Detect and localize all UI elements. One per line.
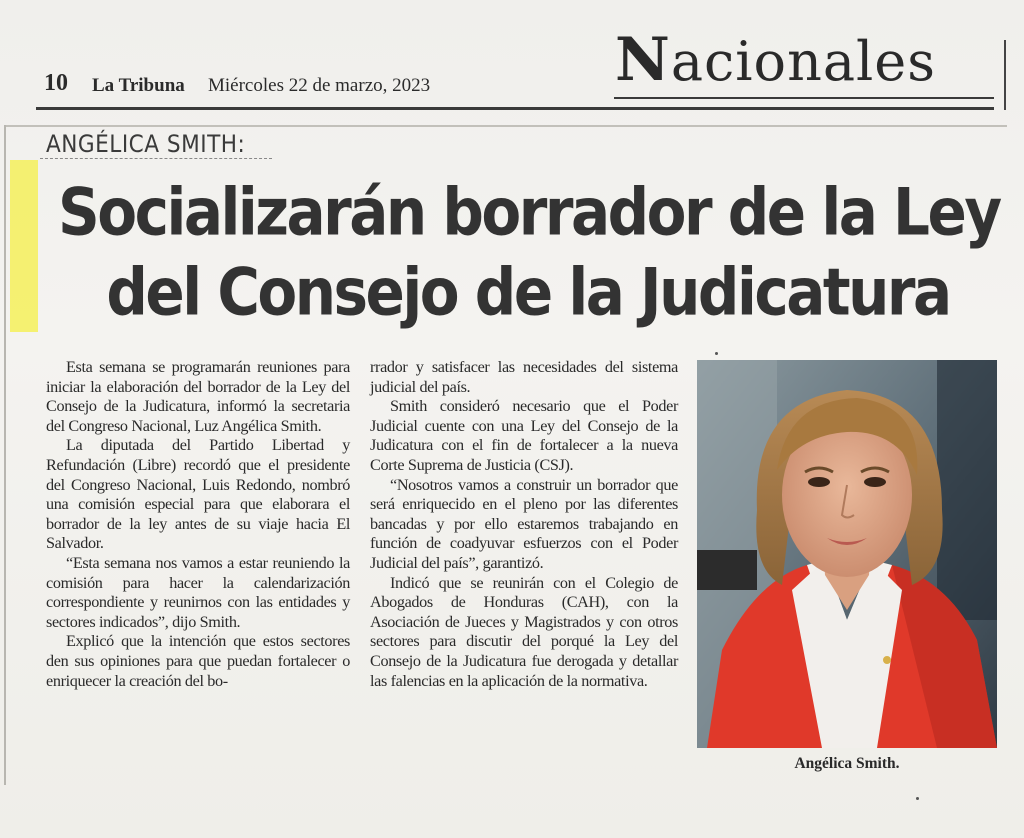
section-title-rest: acionales (670, 30, 936, 93)
article-column-1 (46, 358, 350, 691)
section-title-initial: N (615, 25, 671, 95)
paragraph: “Nosotros vamos a construir un borrador que será enriquecido en el pleno por las diferentes bancadas y por ello estaremos trabajando en función de coadyuvar esfuerzos con el Poder Judicial del país”, garantizó. (370, 475, 678, 572)
article-column-2 (370, 358, 678, 691)
paragraph: Indicó que se reunirán con el Colegio de Abogados de Honduras (CAH), con la Asociación de Jueces y Magistrados y con otros sectores para discutir del porqué la Ley del Consejo de la Judicatura fue derogada y detallar las falencias en la aplicación de la normativa. (370, 573, 678, 690)
header-rule (36, 107, 994, 110)
publication-date: Miércoles 22 de marzo, 2023 (208, 75, 431, 96)
publication-name: La Tribuna (92, 75, 185, 96)
paper-speck (916, 797, 919, 800)
clipping-top-edge (4, 125, 1007, 127)
paper-speck (715, 352, 718, 355)
article-kicker: ANGÉLICA SMITH: (46, 130, 246, 158)
portrait-photo (697, 360, 997, 748)
section-title-underline (614, 97, 994, 99)
paragraph: Esta semana se programarán reuniones para iniciar la elaboración del borrador de la Ley del Consejo de la Judicatura, informó la secretaria del Congreso Nacional, Luz Angélica Smith. (46, 358, 350, 435)
paragraph: “Esta semana nos vamos a estar reuniendo la comisión para hacer la calendarización correspondiente y reunirnos con las entidades y sectores indicados”, dijo Smith. (46, 553, 350, 631)
headline-line-1: Socializarán borrador de la Ley (58, 173, 1000, 251)
paragraph: La diputada del Partido Libertad y Refundación (Libre) recordó que el presidente del Congreso Nacional, Luis Redondo, nombró una comisión especial para que elaborara el borrador de la ley antes de su viaje hacia El Salvador. (46, 436, 350, 553)
article-headline (58, 172, 998, 332)
paragraph: rrador y satisfacer las necesidades del sistema judicial del país. (370, 358, 678, 396)
portrait-illustration (697, 360, 997, 748)
header-vertical-rule (1004, 40, 1006, 110)
section-title (615, 25, 936, 95)
paragraph: Smith consideró necesario que el Poder Judicial cuente con una Ley del Consejo de la Judicatura con el fin de fortalecer a la nueva Corte Suprema de Justicia (CSJ). (370, 397, 678, 474)
clipping-left-edge (4, 125, 6, 785)
page-number: 10 (44, 70, 68, 96)
kicker-underline (40, 158, 272, 160)
paragraph: Explicó que la intención que estos sectores den sus opiniones para que puedan fortalecer o enriquecer la creación del bo- (46, 632, 350, 690)
headline-line-2: del Consejo de la Judicatura (106, 253, 950, 331)
highlighter-mark (10, 160, 38, 332)
photo-caption: Angélica Smith. (794, 755, 900, 772)
